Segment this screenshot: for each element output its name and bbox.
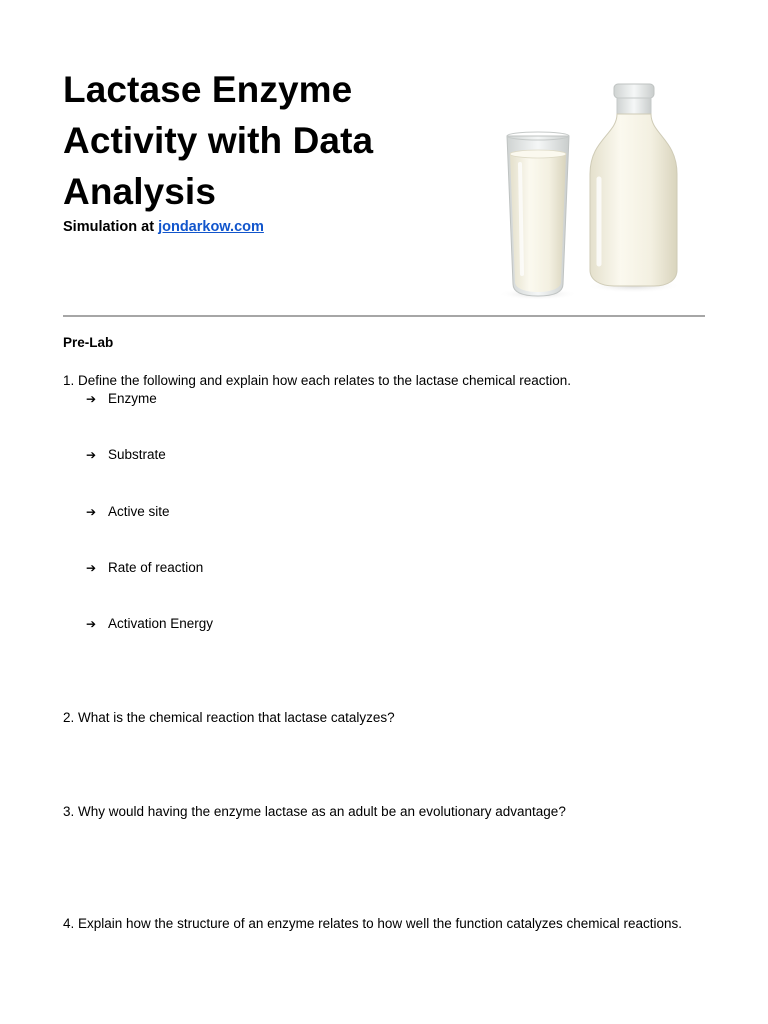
question-4: 4. Explain how the structure of an enzyme relates to how well the function catalyzes chemical reactions. [63,916,683,931]
arrow-bullet-icon: ➔ [86,505,97,519]
term-item [86,504,170,520]
arrow-bullet-icon: ➔ [86,448,97,462]
term-label: Active site [108,504,170,519]
term-label: Enzyme [108,391,157,406]
term-label: Rate of reaction [108,560,204,575]
term-item [86,616,213,632]
question-2: 2. What is the chemical reaction that lactase catalyzes? [63,710,395,725]
term-item [86,391,157,407]
prelab-heading: Pre-Lab [63,335,114,350]
milk-glass-and-bottle-photo [474,74,692,302]
jondarkow-link[interactable]: jondarkow.com [158,219,264,235]
term-item [86,447,166,463]
term-label: Activation Energy [108,616,214,631]
simulation-subtitle [63,218,264,236]
question-3: 3. Why would having the enzyme lactase as an adult be an evolutionary advantage? [63,804,566,819]
question-1: 1. Define the following and explain how each relates to the lactase chemical reaction. [63,373,572,388]
subtitle-prefix: Simulation at [63,219,159,235]
milk-glass-icon [507,132,569,296]
milk-bottle-icon [590,84,677,286]
term-item [86,560,203,576]
arrow-bullet-icon: ➔ [86,392,97,406]
term-label: Substrate [108,447,166,462]
arrow-bullet-icon: ➔ [86,561,97,575]
page-title: Lactase Enzyme Activity with Data Analysis [63,69,374,212]
section-divider [63,315,705,317]
arrow-bullet-icon: ➔ [86,617,97,631]
